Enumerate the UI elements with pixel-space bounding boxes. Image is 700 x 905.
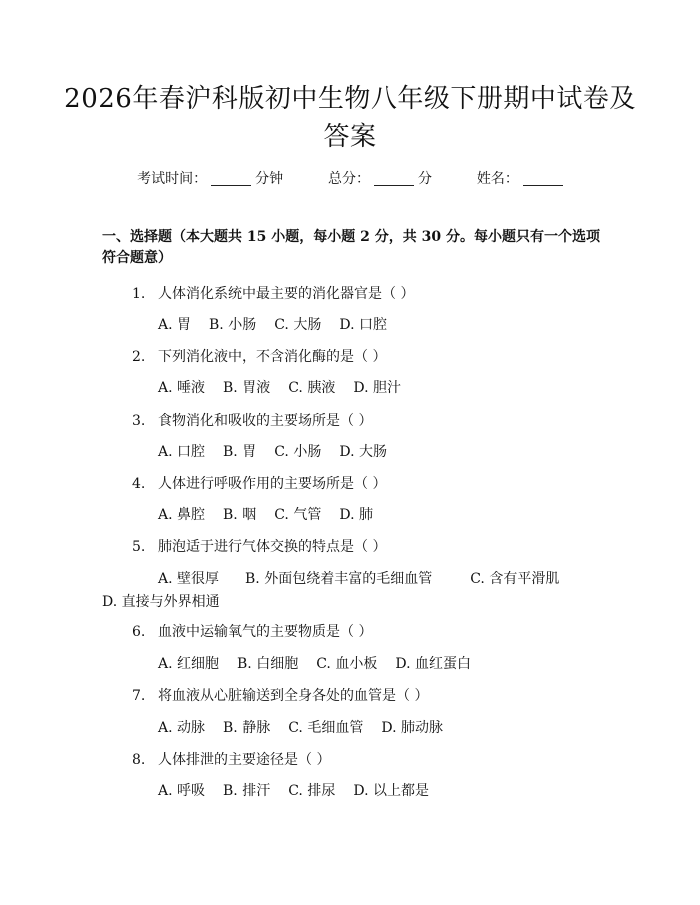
question-text: 人体消化系统中最主要的消化器官是（ ） <box>158 286 415 302</box>
question-1-options <box>158 314 405 334</box>
score-label: 总分： <box>328 171 370 187</box>
option: C. 毛细血管 <box>288 720 364 736</box>
question-text: 血液中运输氧气的主要物质是（ ） <box>158 624 373 640</box>
question-number: 5. <box>132 539 146 555</box>
question-2 <box>132 346 386 366</box>
question-number: 2. <box>132 349 146 365</box>
question-2-options <box>158 377 419 397</box>
section-heading: 一、选择题（本大题共 15 小题，每小题 2 分，共 30 分。每小题只有一个选项符合题意） <box>102 229 600 266</box>
question-number: 8. <box>132 752 146 768</box>
option: C. 小肠 <box>274 444 322 460</box>
question-number: 7. <box>132 688 146 704</box>
option: A. 红细胞 <box>158 656 220 672</box>
question-number: 4. <box>132 476 146 492</box>
option: D. 口腔 <box>339 317 387 333</box>
time-blank <box>211 171 251 186</box>
question-number: 6. <box>132 624 146 640</box>
option: B. 小肠 <box>209 317 257 333</box>
question-4 <box>132 473 386 493</box>
score-blank <box>374 171 414 186</box>
option: D. 大肠 <box>339 444 387 460</box>
option: C. 胰液 <box>288 380 336 396</box>
question-3-options <box>158 441 405 461</box>
option: B. 白细胞 <box>237 656 299 672</box>
question-1 <box>132 283 414 303</box>
question-text: 人体进行呼吸作用的主要场所是（ ） <box>158 476 387 492</box>
option: B. 胃液 <box>223 380 271 396</box>
question-text: 人体排泄的主要途径是（ ） <box>158 752 331 768</box>
question-6 <box>132 621 372 641</box>
option: D. 肺 <box>339 507 373 523</box>
option: B. 静脉 <box>223 720 271 736</box>
question-7 <box>132 685 428 705</box>
question-8-options <box>158 780 447 800</box>
question-text: 将血液从心脏输送到全身各处的血管是（ ） <box>158 688 429 704</box>
time-label: 考试时间： <box>137 171 208 187</box>
option: B. 排汗 <box>223 783 271 799</box>
option: D. 直接与外界相通 <box>102 594 220 610</box>
option: C. 大肠 <box>274 317 322 333</box>
score-unit: 分 <box>418 171 432 187</box>
question-4-options <box>158 504 391 524</box>
name-blank <box>523 171 563 186</box>
option: A. 呼吸 <box>158 783 206 799</box>
option: D. 肺动脉 <box>381 720 443 736</box>
question-5 <box>132 536 386 556</box>
question-text: 下列消化液中，不含消化酶的是（ ） <box>158 349 387 365</box>
option: A. 动脉 <box>158 720 206 736</box>
option: D. 血红蛋白 <box>395 656 471 672</box>
option: C. 血小板 <box>316 656 378 672</box>
option: B. 胃 <box>223 444 257 460</box>
question-7-options <box>158 717 461 737</box>
name-label: 姓名： <box>476 171 519 187</box>
question-number: 1. <box>132 286 146 302</box>
option: A. 唾液 <box>158 380 206 396</box>
question-number: 3. <box>132 413 146 429</box>
option: D. 胆汁 <box>353 380 401 396</box>
option: A. 鼻腔 <box>158 507 206 523</box>
option: A. 壁很厚 <box>158 571 220 587</box>
option: C. 气管 <box>274 507 322 523</box>
question-3 <box>132 410 372 430</box>
option: A. 胃 <box>158 317 192 333</box>
question-8 <box>132 749 330 769</box>
option: D. 以上都是 <box>353 783 429 799</box>
time-unit: 分钟 <box>255 171 284 187</box>
option: B. 外面包绕着丰富的毛细血管 <box>245 571 433 587</box>
exam-meta <box>0 168 700 188</box>
question-6-options <box>158 653 489 673</box>
option: C. 排尿 <box>288 783 336 799</box>
option: C. 含有平滑肌 <box>470 571 560 587</box>
option: B. 咽 <box>223 507 257 523</box>
question-text: 肺泡适于进行气体交换的特点是（ ） <box>158 539 387 555</box>
option: A. 口腔 <box>158 444 206 460</box>
page-title: 2026年春沪科版初中生物八年级下册期中试卷及答案 <box>64 84 636 152</box>
question-5-options <box>158 568 577 588</box>
question-text: 食物消化和吸收的主要场所是（ ） <box>158 413 373 429</box>
question-5-options-wrap <box>102 591 220 611</box>
